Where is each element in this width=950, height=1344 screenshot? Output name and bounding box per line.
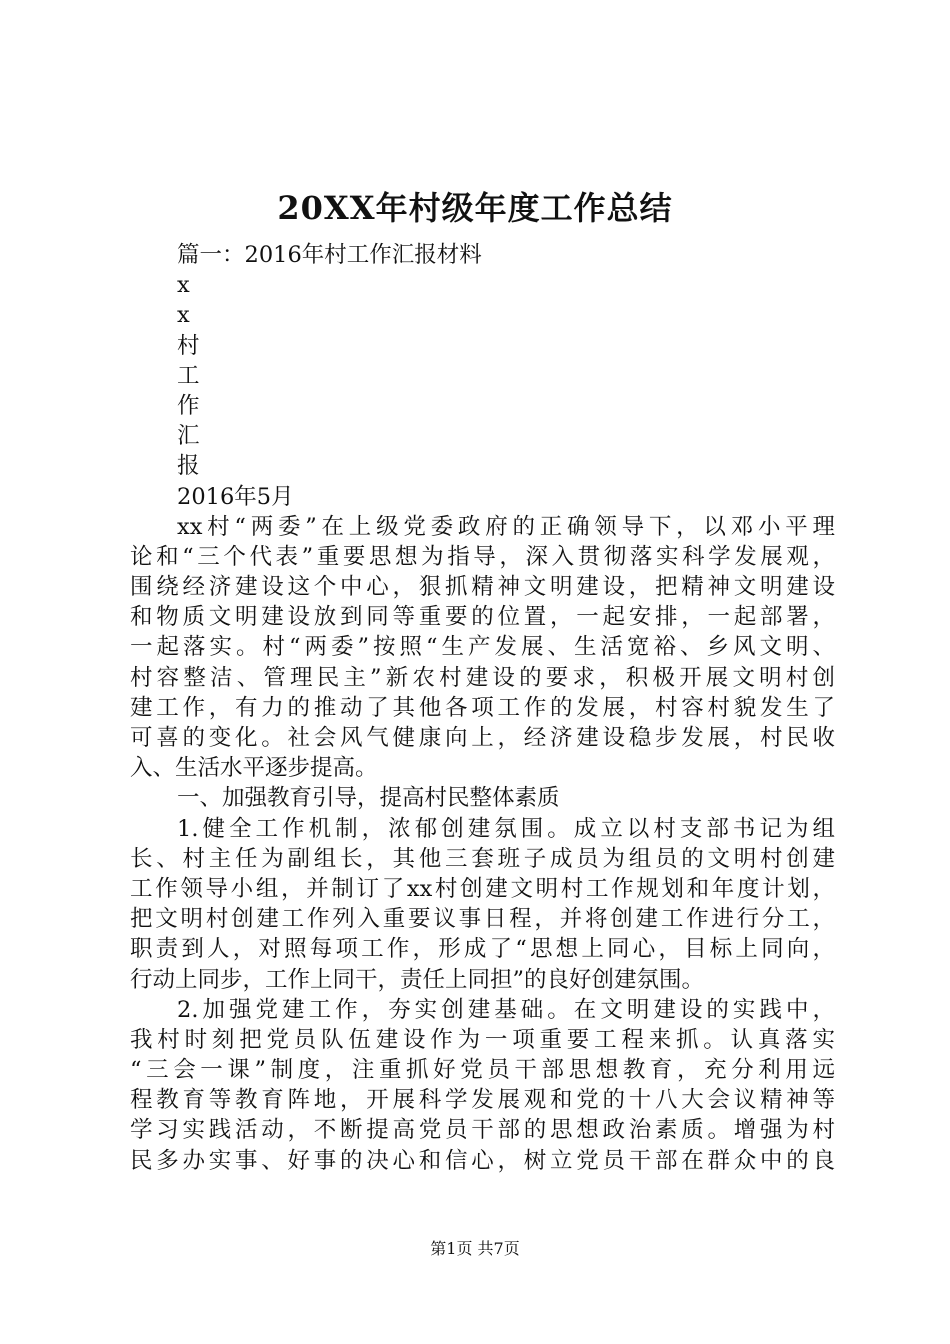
text-line: 长、村主任为副组长，其他三套班子成员为组员的文明村创建 (130, 845, 835, 872)
text-line: 工 (177, 362, 200, 389)
text-line: xx村“两委”在上级党委政府的正确领导下，以邓小平理 (177, 513, 835, 540)
text-line: 报 (177, 453, 200, 480)
text-line: x (177, 272, 190, 299)
text-line: 和物质文明建设放到同等重要的位置，一起安排，一起部署， (130, 604, 835, 631)
text-line: 学习实践活动，不断提高党员干部的思想政治素质。增强为村 (130, 1117, 835, 1144)
text-line: 职责到人，对照每项工作，形成了“思想上同心，目标上同向， (130, 936, 835, 963)
text-line: 程教育等教育阵地，开展科学发展观和党的十八大会议精神等 (130, 1087, 835, 1114)
text-line: 村 (177, 332, 200, 359)
text-line: 篇一：2016年村工作汇报材料 (177, 242, 482, 268)
text-line: x (177, 302, 190, 329)
text-line: 汇 (177, 423, 200, 450)
text-line: 2.加强党建工作，夯实创建基础。在文明建设的实践中， (177, 996, 835, 1023)
text-line: 建工作，有力的推动了其他各项工作的发展，村容村貌发生了 (130, 694, 835, 721)
text-line: 可喜的变化。社会风气健康向上，经济建设稳步发展，村民收 (130, 725, 835, 751)
text-line: 民多办实事、好事的决心和信心，树立党员干部在群众中的良 (130, 1147, 835, 1174)
text-line: 入、生活水平逐步提高。 (130, 755, 378, 782)
text-line: 围绕经济建设这个中心，狠抓精神文明建设，把精神文明建设 (130, 574, 835, 601)
text-line: 我村时刻把党员队伍建设作为一项重要工程来抓。认真落实 (130, 1026, 835, 1053)
page-footer: 第1页 共7页 (430, 1239, 520, 1258)
text-line: 论和“三个代表”重要思想为指导，深入贯彻落实科学发展观， (130, 543, 835, 570)
document-title: 20XX年村级年度工作总结 (277, 189, 673, 227)
text-line: 把文明村创建工作列入重要议事日程，并将创建工作进行分工， (130, 906, 835, 933)
text-line: “三会一课”制度，注重抓好党员干部思想教育，充分利用远 (130, 1057, 835, 1084)
text-line: 2016年5月 (177, 483, 294, 510)
text-line: 村容整洁、管理民主”新农村建设的要求，积极开展文明村创 (130, 664, 835, 691)
text-line: 一起落实。村“两委”按照“生产发展、生活宽裕、乡风文明、 (130, 634, 835, 661)
text-line: 一、加强教育引导，提高村民整体素质 (177, 785, 560, 812)
text-line: 工作领导小组，并制订了xx村创建文明村工作规划和年度计划， (130, 875, 835, 902)
text-line: 1.健全工作机制，浓郁创建氛围。成立以村支部书记为组 (177, 815, 835, 842)
text-line: 行动上同步，工作上同干，责任上同担”的良好创建氛围。 (130, 966, 705, 993)
text-line: 作 (177, 392, 200, 419)
document-body (130, 240, 835, 1176)
